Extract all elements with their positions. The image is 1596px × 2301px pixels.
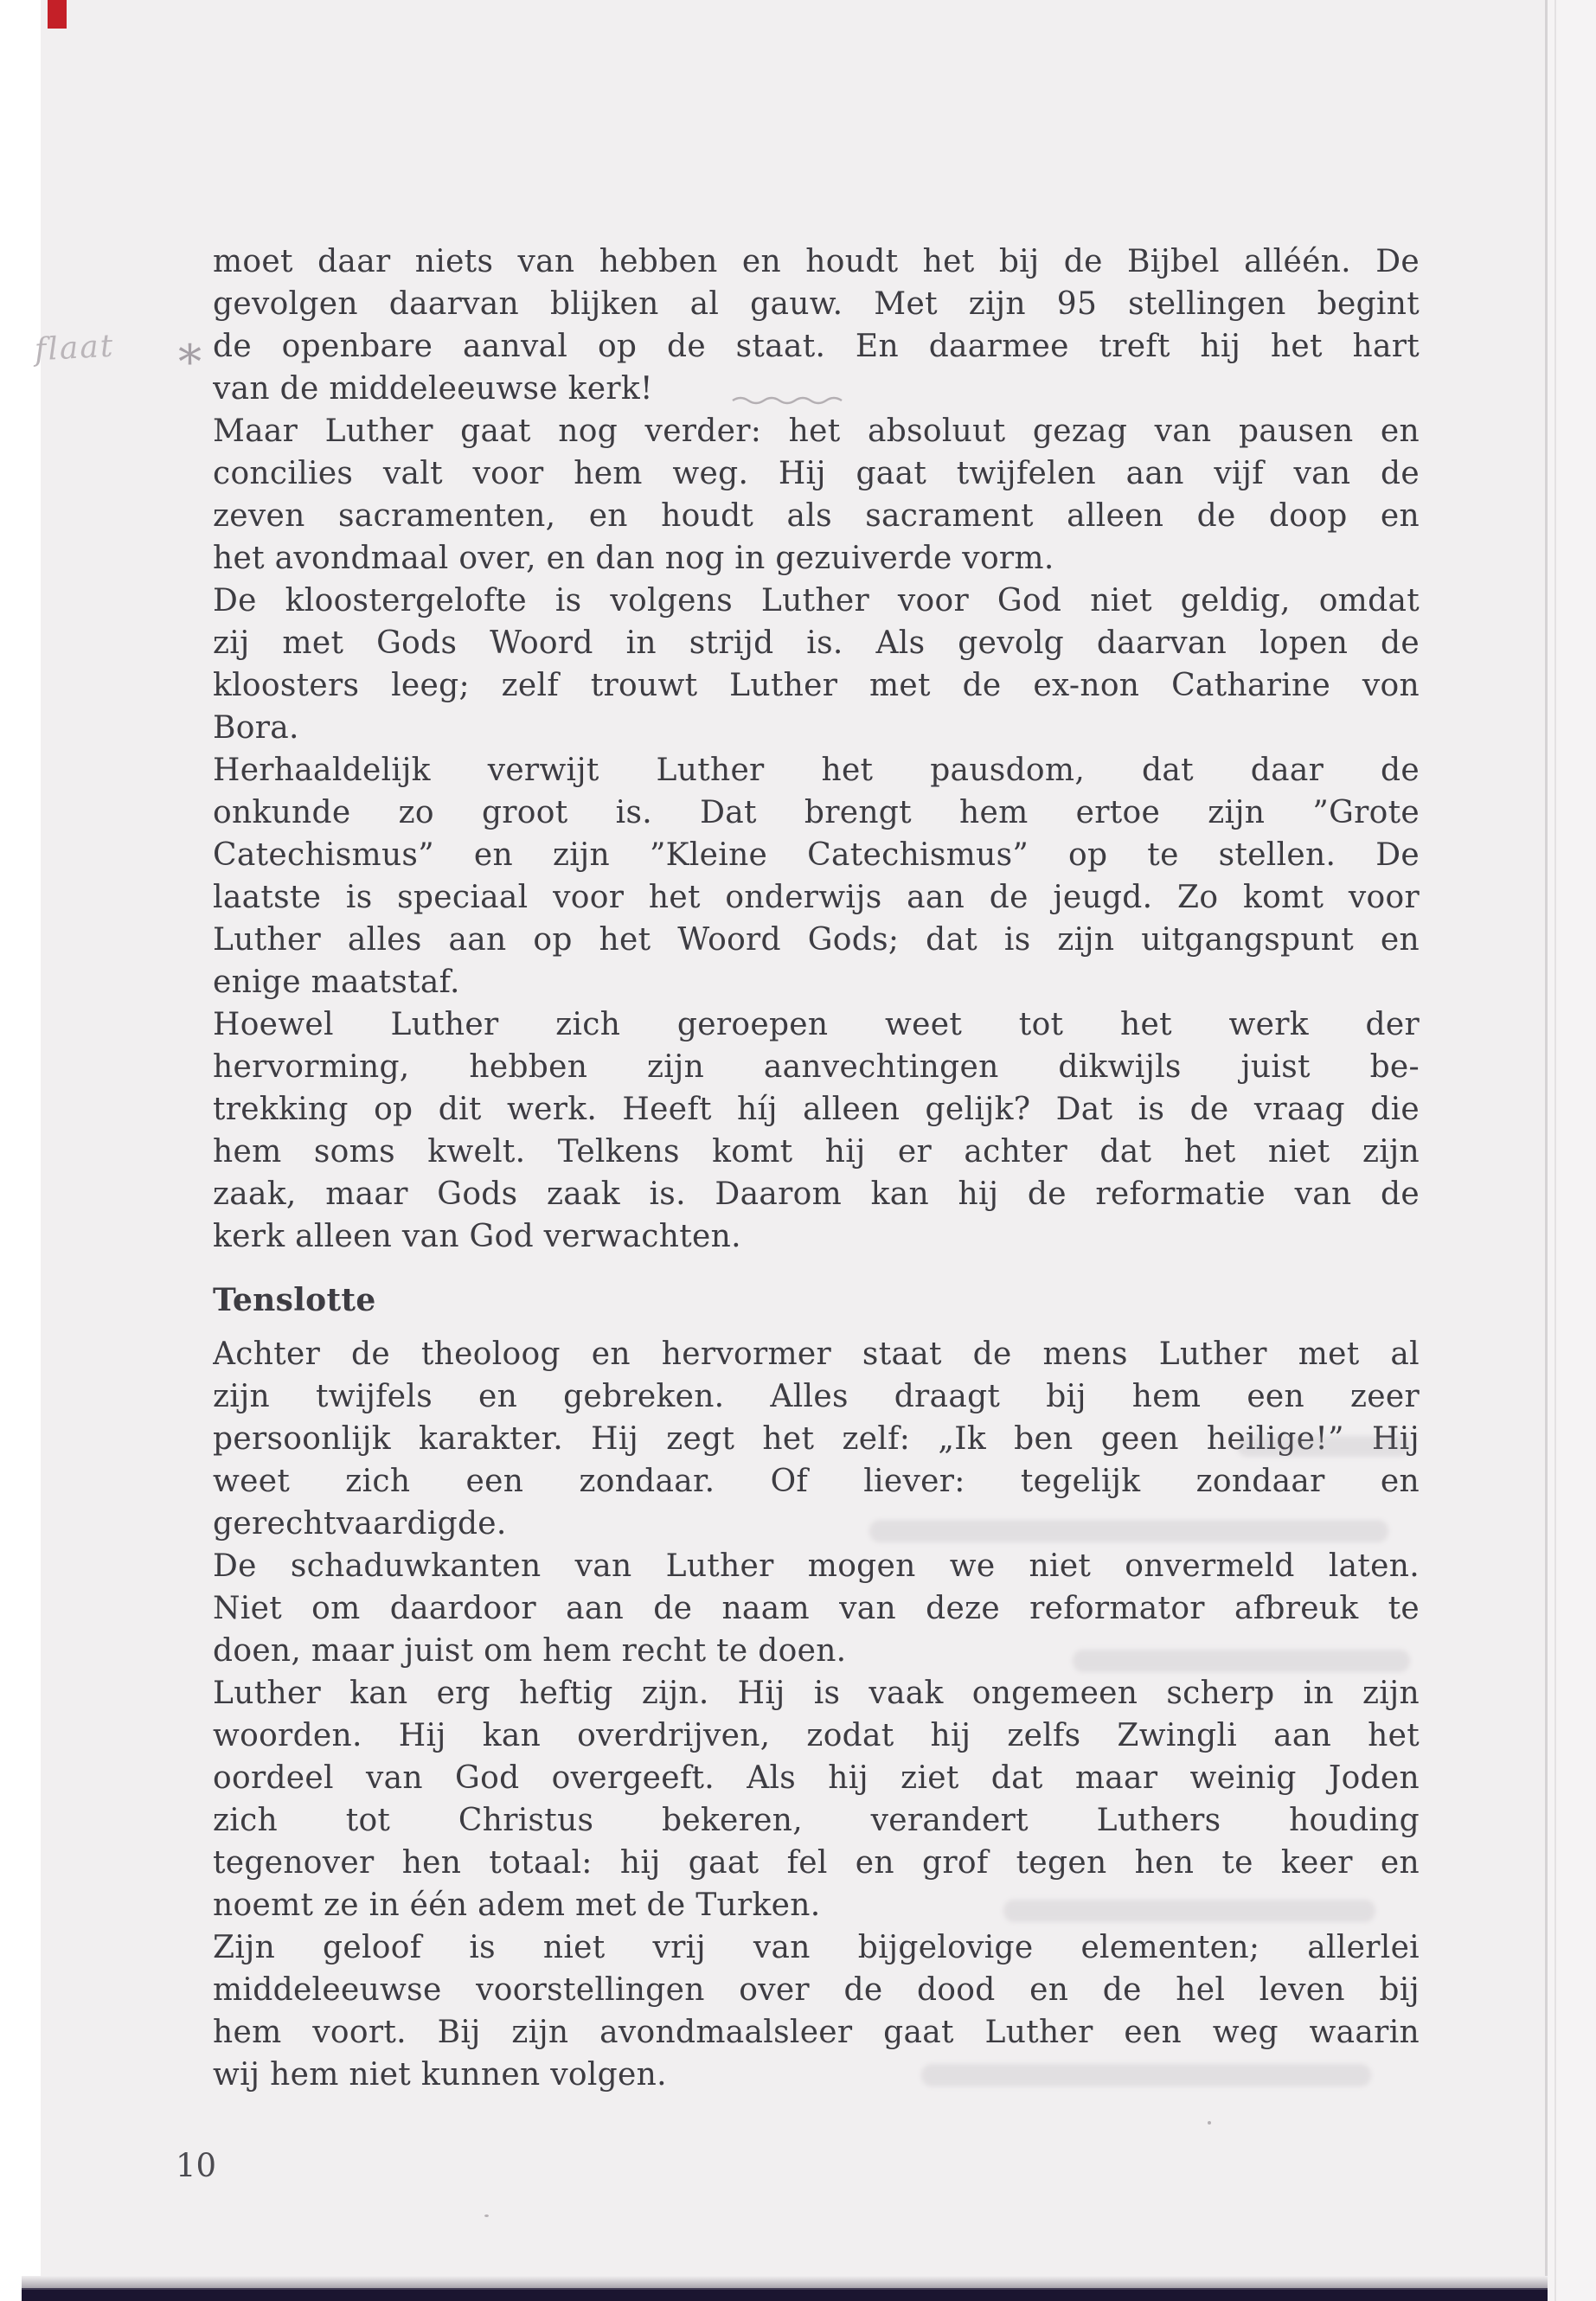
bleedthrough-smudge [1073, 1650, 1410, 1672]
text-line: kerk alleen van God verwachten. [213, 1219, 741, 1254]
text-line: Zijn geloof is niet vrij van bijgelovige elementen; allerlei [213, 1930, 1420, 1965]
paragraph [213, 1003, 1420, 1258]
text-line: kloosters leeg; zelf trouwt Luther met de ex-non Catharine von [213, 668, 1420, 703]
text-line: wij hem niet kunnen volgen. [213, 2057, 667, 2093]
section-heading [213, 1279, 1420, 1322]
text-line: Herhaaldelijk verwijt Luther het pausdom, dat daar de [213, 753, 1420, 788]
paragraph [213, 410, 1420, 580]
bleedthrough-smudge [869, 1520, 1388, 1542]
pencil-asterisk-mark: * [178, 335, 202, 389]
page-edge-line [1545, 0, 1548, 2301]
text-line: Bora. [213, 710, 299, 746]
red-corner-marker [48, 0, 67, 29]
text-line: Catechismus” en zijn ”Kleine Catechismus” op te stellen. De [213, 837, 1420, 873]
text-line: concilies valt voor hem weg. Hij gaat twijfelen aan vijf van de [213, 456, 1420, 491]
page-number: 10 [176, 2147, 217, 2184]
text-line: Hoewel Luther zich geroepen weet tot het werk der [213, 1007, 1420, 1042]
pencil-margin-note: flaat [33, 328, 116, 369]
text-line: Achter de theoloog en hervormer staat de mens Luther met al [213, 1336, 1420, 1372]
text-line: Niet om daardoor aan de naam van deze reformator afbreuk te [213, 1591, 1420, 1626]
text-line: Luther kan erg heftig zijn. Hij is vaak ongemeen scherp in zijn [213, 1676, 1420, 1711]
paragraph [213, 240, 1420, 410]
text-line: De schaduwkanten van Luther mogen we niet onvermeld laten. [213, 1548, 1420, 1584]
text-line: zich tot Christus bekeren, verandert Luthers houding [213, 1803, 1420, 1838]
text-line: hem soms kwelt. Telkens komt hij er achter dat het niet zijn [213, 1134, 1420, 1170]
text-line: De kloostergelofte is volgens Luther voor God niet geldig, omdat [213, 583, 1420, 619]
text-line: Maar Luther gaat nog verder: het absoluut gezag van pausen en [213, 413, 1420, 449]
dust-speck [1208, 2121, 1211, 2125]
text-line: hem voort. Bij zijn avondmaalsleer gaat Luther een weg waarin [213, 2015, 1420, 2050]
pencil-underline [731, 394, 843, 405]
text-line: persoonlijk karakter. Hij zegt het zelf: „Ik ben geen heilige!” Hij [213, 1421, 1420, 1457]
text-line: van de middeleeuwse kerk! [213, 371, 653, 407]
dust-speck [484, 2214, 489, 2217]
text-line: zijn twijfels en gebreken. Alles draagt bij hem een zeer [213, 1379, 1420, 1414]
text-line: onkunde zo groot is. Dat brengt hem ertoe zijn ”Grote [213, 795, 1420, 830]
text-line: weet zich een zondaar. Of liever: tegelijk zondaar en [213, 1464, 1420, 1499]
book-edge-shadow [22, 2276, 1548, 2288]
text-line: enige maatstaf. [213, 965, 460, 1000]
text-line: hervorming, hebben zijn aanvechtingen dikwijls juist be- [213, 1049, 1420, 1085]
text-line: woorden. Hij kan overdrijven, zodat hij zelfs Zwingli aan het [213, 1718, 1420, 1753]
text-column [213, 240, 1420, 2096]
text-line: zeven sacramenten, en houdt als sacrament alleen de doop en [213, 498, 1420, 534]
paragraph [213, 749, 1420, 1003]
text-line: zaak, maar Gods zaak is. Daarom kan hij de reformatie van de [213, 1176, 1420, 1212]
text-line: de openbare aanval op de staat. En daarmee treft hij het hart [213, 329, 1420, 364]
text-line: oordeel van God overgeeft. Als hij ziet dat maar weinig Joden [213, 1760, 1420, 1796]
text-line: Luther alles aan op het Woord Gods; dat is zijn uitgangspunt en [213, 922, 1420, 958]
text-line: trekking op dit werk. Heeft híj alleen gelijk? Dat is de vraag die [213, 1092, 1420, 1127]
text-line: doen, maar juist om hem recht te doen. [213, 1633, 847, 1669]
page-edge-line-inner [1554, 0, 1556, 2301]
book-edge-band [22, 2288, 1548, 2301]
text-line: Tenslotte [213, 1282, 376, 1318]
text-line: zij met Gods Woord in strijd is. Als gevolg daarvan lopen de [213, 625, 1420, 661]
text-line: noemt ze in één adem met de Turken. [213, 1888, 821, 1923]
text-line: het avondmaal over, en dan nog in gezuiverde vorm. [213, 541, 1054, 576]
bleedthrough-smudge [1003, 1900, 1375, 1922]
paragraph [213, 580, 1420, 749]
text-line: tegenover hen totaal: hij gaat fel en grof tegen hen te keer en [213, 1845, 1420, 1881]
text-line: gevolgen daarvan blijken al gauw. Met zijn 95 stellingen begint [213, 286, 1420, 322]
text-line: moet daar niets van hebben en houdt het bij de Bijbel alléén. De [213, 244, 1420, 279]
text-line: middeleeuwse voorstellingen over de dood en de hel leven bij [213, 1972, 1420, 2008]
text-line: gerechtvaardigde. [213, 1506, 507, 1541]
bleedthrough-smudge [1237, 1436, 1410, 1457]
text-line: laatste is speciaal voor het onderwijs aan de jeugd. Zo komt voor [213, 880, 1420, 915]
paragraph [213, 1672, 1420, 1926]
bleedthrough-smudge [921, 2064, 1371, 2086]
